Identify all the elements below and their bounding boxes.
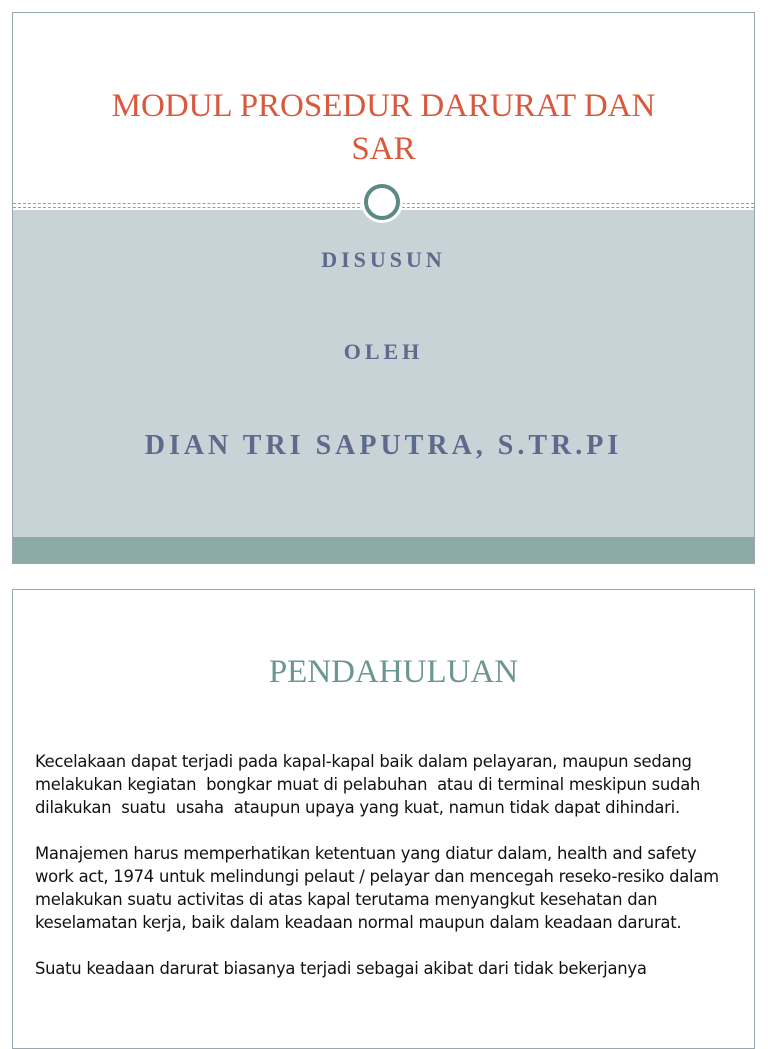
subtitle-disusun: DISUSUN (321, 247, 446, 272)
paragraph-3: Suatu keadaan darurat biasanya terjadi sebagai akibat dari tidak bekerjanya (35, 959, 647, 978)
slide-title (53, 85, 714, 171)
paragraph-2: Manajemen harus memperhatikan ketentuan yang diatur dalam, health and safety work act, 1974 untuk melindungi pelaut / pelayar dan mencegah reseko-resiko dalam melakukan suatu activitas di atas kapal terutama menyangkut kesehatan dan keselamatan kerja, baik dalam keadaan normal maupun dalam keadaan darurat. (35, 844, 724, 932)
content-slide (12, 589, 755, 1049)
title-line-2: SAR (351, 131, 416, 167)
section-heading: PENDAHULUAN (268, 654, 519, 690)
bottom-accent-bar (13, 537, 754, 564)
paragraph-1: Kecelakaan dapat terjadi pada kapal-kapal baik dalam pelayaran, maupun sedang melakukan kegiatan bongkar muat di pelabuhan atau di terminal meskipun sudah dilakukan suatu usaha ataupun upaya yang kuat, namun tidak dapat dihindari. (35, 752, 706, 817)
body-text (35, 750, 736, 1003)
author-name: DIAN TRI SAPUTRA, S.TR.PI (144, 430, 623, 461)
title-slide (12, 12, 755, 564)
title-area (13, 13, 754, 205)
ring-ornament-icon (364, 184, 400, 220)
title-line-1: MODUL PROSEDUR DARURAT DAN (111, 88, 656, 124)
subtitle-oleh: OLEH (343, 339, 424, 364)
